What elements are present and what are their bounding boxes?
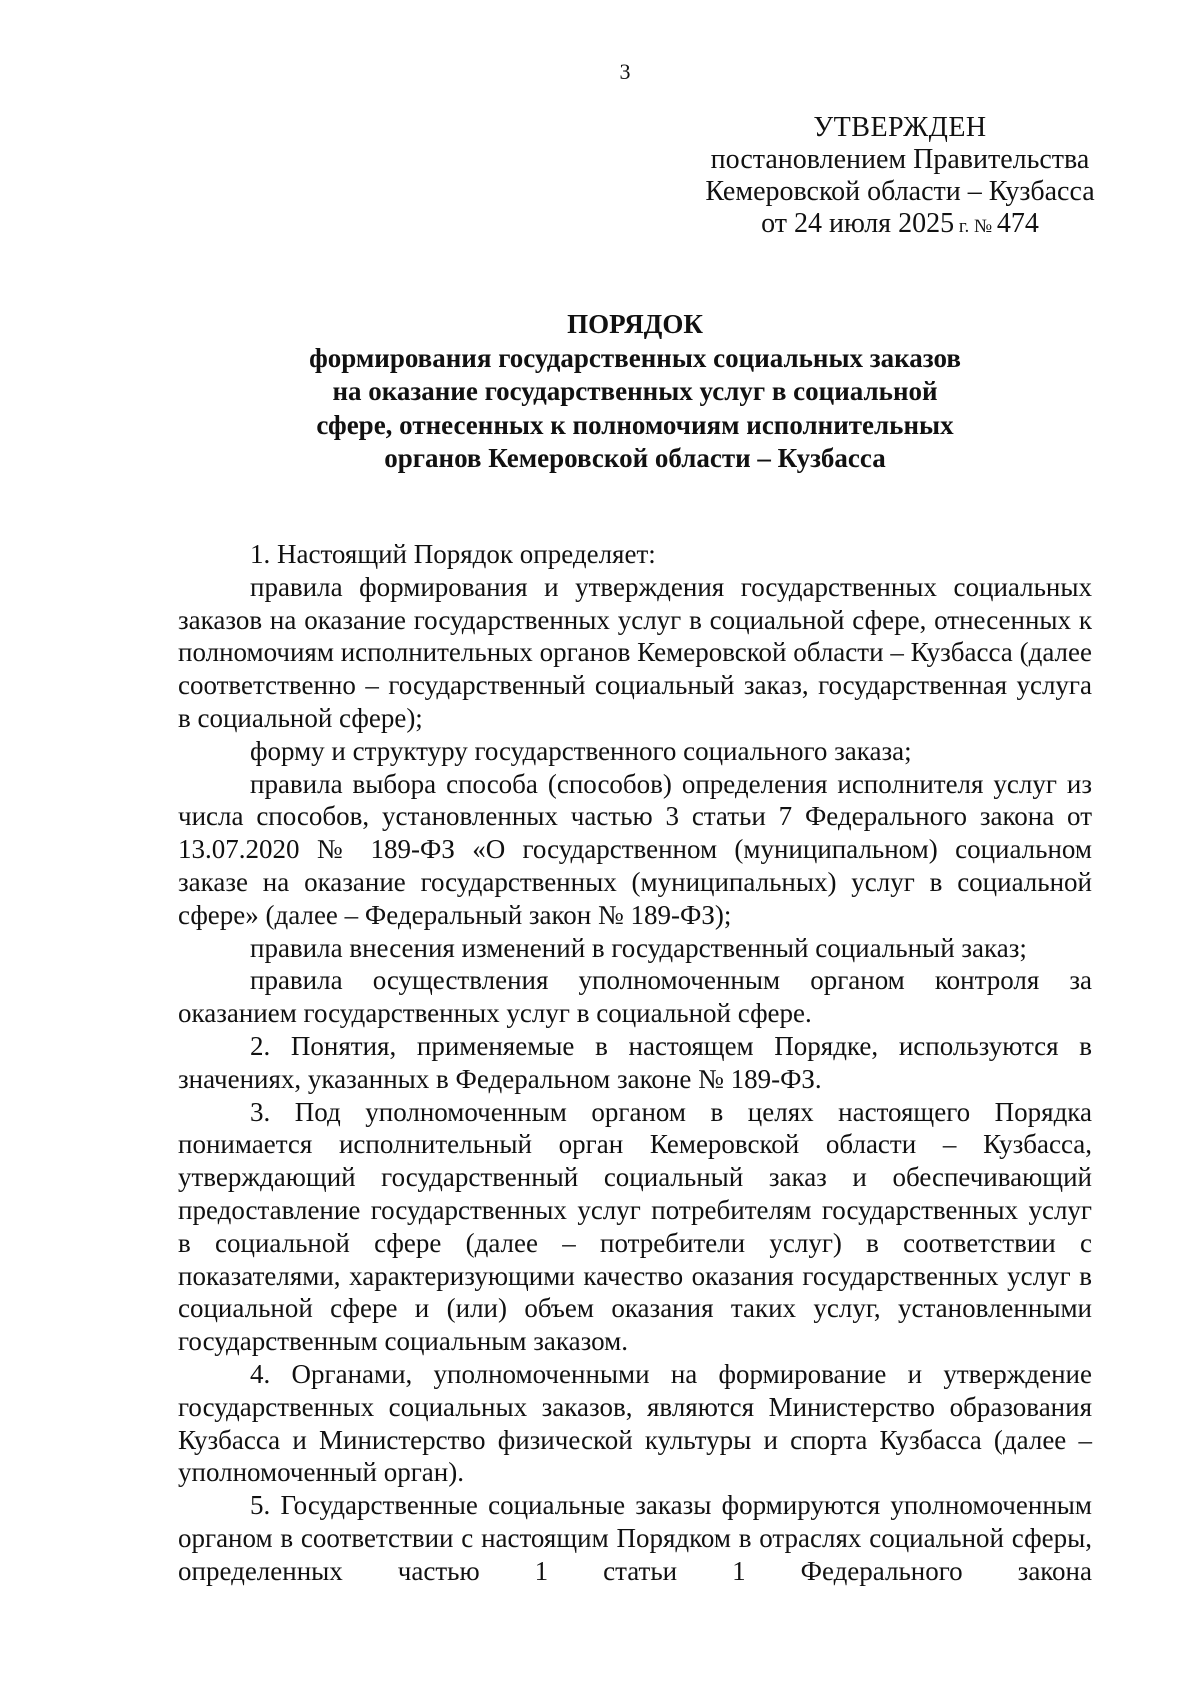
approval-title: УТВЕРЖДЕН: [813, 112, 987, 143]
document-title: ПОРЯДОК: [567, 309, 703, 339]
page-number: 3: [619, 59, 631, 84]
paragraph-2: 2. Понятия, применяемые в настоящем Порядке, используются в значениях, указанных в Федеральном законе № 189-ФЗ.: [178, 1030, 1092, 1094]
approval-issuer-line-1: постановлением Правительства: [710, 144, 1090, 175]
approval-issuer-line-2: Кемеровской области – Кузбасса: [705, 176, 1095, 207]
paragraph-4: 4. Органами, уполномоченными на формирование и утверждение государственных социальных заказов, являются Министерство образования Кузбасса и Министерство физической культуры и спорта Кузбасса (далее – уполномоченный орган).: [178, 1358, 1092, 1488]
approval-stamp: [690, 112, 1110, 243]
document-body: [178, 538, 1092, 1588]
approval-date-line: [690, 208, 1110, 243]
document-subtitle-line-1: формирования государственных социальных заказов: [309, 342, 961, 373]
paragraph-1-rules-changes: правила внесения изменений в государственный социальный заказ;: [250, 932, 1027, 963]
approval-number: 474: [996, 208, 1039, 239]
paragraph-1-rules-control: правила осуществления уполномоченным органом контроля за оказанием государственных услуг в социальной сфере.: [178, 965, 1092, 1029]
document-subtitle-line-4: органов Кемеровской области – Кузбасса: [384, 443, 886, 473]
paragraph-1-form-structure: форму и структуру государственного социального заказа;: [250, 735, 912, 766]
approval-date: от 24 июля 2025: [761, 208, 955, 239]
paragraph-5: 5. Государственные социальные заказы формируются уполномоченным органом в соответствии с настоящим Порядком в отраслях социальной сферы, определенных частью 1 статьи 1 Федерального закона: [178, 1490, 1092, 1586]
paragraph-1-rules-formation: правила формирования и утверждения государственных социальных заказов на оказание государственных услуг в социальной сфере, отнесенных к полномочиям исполнительных органов Кемеровской области – Кузбасса (далее соответственно – государственный социальный заказ, государственная услуга в социальной сфере);: [178, 571, 1092, 733]
paragraph-1-intro: 1. Настоящий Порядок определяет:: [250, 539, 656, 569]
approval-number-prefix: г. №: [954, 216, 997, 237]
document-subtitle-line-2: на оказание государственных услуг в социальной: [332, 376, 938, 406]
document-title-block: [180, 308, 1090, 476]
paragraph-1-rules-selection: правила выбора способа (способов) определения исполнителя услуг из числа способов, установленных частью 3 статьи 7 Федерального закона от 13.07.2020 № 189-ФЗ «О государственном (муниципальном) социальном заказе на оказание государственных (муниципальных) услуг в социальной сфере» (далее – Федеральный закон № 189-ФЗ);: [178, 768, 1092, 930]
document-subtitle-line-3: сфере, отнесенных к полномочиям исполнительных: [316, 409, 954, 440]
paragraph-3: 3. Под уполномоченным органом в целях настоящего Порядка понимается исполнительный орган Кемеровской области – Кузбасса, утверждающий государственный социальный заказ и обеспечивающий предоставление государственных услуг потребителям государственных услуг в социальной сфере (далее – потребители услуг) в соответствии с показателями, характеризующими качество оказания государственных услуг в социальной сфере и (или) объем оказания таких услуг, установленными государственным социальным заказом.: [178, 1096, 1092, 1357]
